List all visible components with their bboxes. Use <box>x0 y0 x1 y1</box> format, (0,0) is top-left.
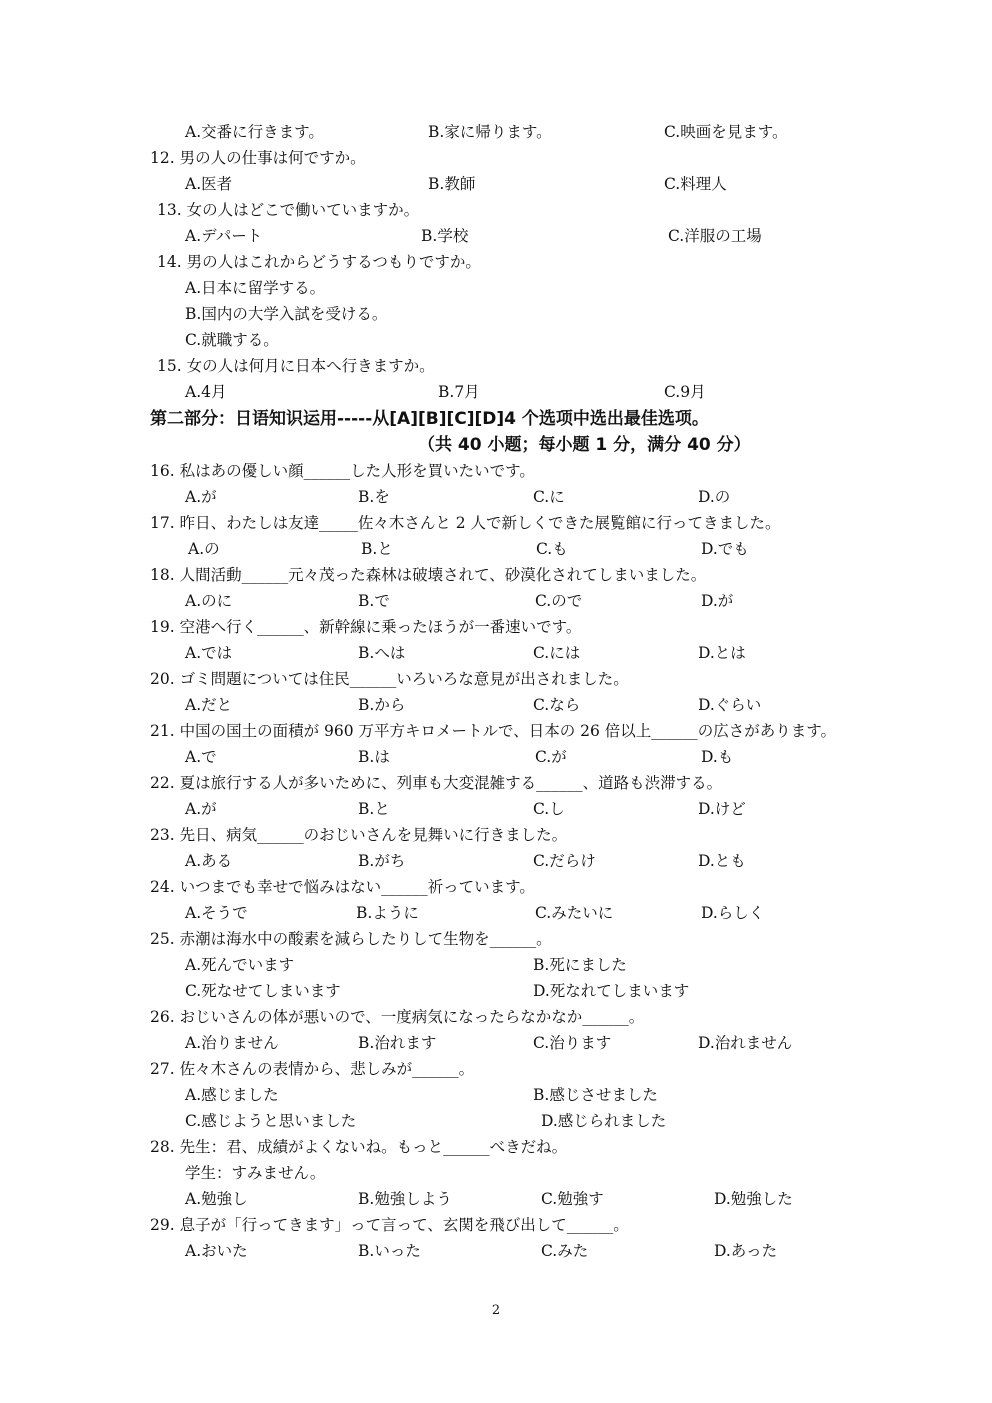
answer-option: C.死なせてしまいます <box>185 982 341 1000</box>
answer-option: A.死んでいます <box>185 956 295 974</box>
answer-option: B.と <box>361 540 393 558</box>
question-text: 19. 空港へ行く______、新幹線に乗ったほうが一番速いです。 <box>150 618 582 636</box>
answer-option: B.勉強しよう <box>358 1190 452 1208</box>
answer-option: A.医者 <box>185 175 233 193</box>
answer-option: B.教師 <box>428 175 476 193</box>
answer-option: D.ぐらい <box>698 696 762 714</box>
answer-option: C.なら <box>533 696 581 714</box>
question-text: 24. いつまでも幸せで悩みはない______祈っています。 <box>150 878 535 896</box>
answer-option: C.9月 <box>664 383 706 401</box>
answer-option: B.いった <box>358 1242 421 1260</box>
answer-option: A.勉強し <box>185 1190 248 1208</box>
question-text: 25. 赤潮は海水中の酸素を減らしたりして生物を______。 <box>150 930 552 948</box>
question-text: 21. 中国の国土の面積が 960 万平方キロメートルで、日本の 26 倍以上______の広さがあります。 <box>150 722 837 740</box>
answer-option: C.には <box>533 644 581 662</box>
answer-option: B.7月 <box>438 383 480 401</box>
answer-option: C.し <box>533 800 565 818</box>
answer-option: D.が <box>701 592 734 610</box>
answer-option: D.死なれてしまいます <box>533 982 690 1000</box>
answer-option: D.あった <box>714 1242 778 1260</box>
answer-option: C.だらけ <box>533 852 596 870</box>
answer-option: B.へは <box>358 644 406 662</box>
answer-option: B.は <box>358 748 390 766</box>
answer-option: D.でも <box>701 540 749 558</box>
answer-option: D.とも <box>698 852 746 870</box>
question-text: 学生：すみません。 <box>185 1164 326 1182</box>
answer-option: A.の <box>188 540 220 558</box>
answer-option: B.治れます <box>358 1034 437 1052</box>
answer-option: D.感じられました <box>541 1112 667 1130</box>
section-heading: 第二部分：日语知识运用-----从[A][B][C][D]4 个选项中选出最佳选项。 <box>150 409 709 429</box>
question-text: 26. おじいさんの体が悪いので、一度病気になったらなかなか______。 <box>150 1008 645 1026</box>
answer-option: D.の <box>698 488 731 506</box>
answer-option: D.とは <box>698 644 746 662</box>
answer-option: B.家に帰ります。 <box>428 123 552 141</box>
answer-option: B.を <box>358 488 390 506</box>
question-text: 18. 人間活動______元々茂った森林は破壊されて、砂漠化されてしまいました。 <box>150 566 707 584</box>
answer-option: B.感じさせました <box>533 1086 658 1104</box>
answer-option: A.そうで <box>185 904 248 922</box>
question-text: 12. 男の人の仕事は何ですか。 <box>150 149 366 167</box>
answer-option: A.おいた <box>185 1242 248 1260</box>
answer-option: B.死にました <box>533 956 627 974</box>
question-text: A.日本に留学する。 <box>185 279 326 297</box>
question-text: 17. 昨日、わたしは友達_____佐々木さんと 2 人で新しくできた展覧館に行ってきました。 <box>150 514 781 532</box>
answer-option: A.交番に行きます。 <box>185 123 324 141</box>
question-text: 16. 私はあの優しい顔______した人形を買いたいです。 <box>150 462 535 480</box>
answer-option: B.ように <box>356 904 419 922</box>
answer-option: C.映画を見ます。 <box>664 123 788 141</box>
question-text: B.国内の大学入試を受ける。 <box>185 305 388 323</box>
answer-option: A.ある <box>185 852 233 870</box>
answer-option: B.から <box>358 696 406 714</box>
answer-option: A.では <box>185 644 233 662</box>
answer-option: C.みた <box>541 1242 589 1260</box>
answer-option: A.が <box>185 800 217 818</box>
answer-option: B.学校 <box>421 227 469 245</box>
question-text: 29. 息子が「行ってきます」って言って、玄関を飛び出して______。 <box>150 1216 629 1234</box>
answer-option: D.勉強した <box>714 1190 793 1208</box>
page-number: 2 <box>491 1303 501 1318</box>
answer-option: D.けど <box>698 800 746 818</box>
question-text: 13. 女の人はどこで働いていますか。 <box>157 201 420 219</box>
question-text: 15. 女の人は何月に日本へ行きますか。 <box>157 357 435 375</box>
answer-option: A.デパート <box>185 227 263 245</box>
question-text: 20. ゴミ問題については住民______いろいろな意見が出されました。 <box>150 670 629 688</box>
answer-option: C.料理人 <box>664 175 727 193</box>
answer-option: C.感じようと思いました <box>185 1112 357 1130</box>
section-heading: （共 40 小题；每小题 1 分，满分 40 分） <box>418 435 751 455</box>
answer-option: C.ので <box>535 592 583 610</box>
answer-option: C.も <box>536 540 568 558</box>
answer-option: A.のに <box>185 592 233 610</box>
question-text: 22. 夏は旅行する人が多いために、列車も大変混雑する______、道路も渋滞する。 <box>150 774 723 792</box>
answer-option: A.感じました <box>185 1086 279 1104</box>
answer-option: B.がち <box>358 852 406 870</box>
answer-option: D.治れません <box>698 1034 793 1052</box>
answer-option: B.と <box>358 800 390 818</box>
answer-option: C.洋服の工場 <box>668 227 762 245</box>
answer-option: A.が <box>185 488 217 506</box>
answer-option: A.で <box>185 748 217 766</box>
answer-option: A.治りません <box>185 1034 279 1052</box>
question-text: C.就職する。 <box>185 331 279 349</box>
answer-option: C.みたいに <box>535 904 614 922</box>
answer-option: C.が <box>535 748 567 766</box>
answer-option: D.らしく <box>701 904 765 922</box>
answer-option: D.も <box>701 748 734 766</box>
answer-option: B.で <box>358 592 390 610</box>
question-text: 28. 先生：君、成績がよくないね。もっと______べきだね。 <box>150 1138 568 1156</box>
question-text: 23. 先日、病気______のおじいさんを見舞いに行きました。 <box>150 826 568 844</box>
question-text: 27. 佐々木さんの表情から、悲しみが______。 <box>150 1060 475 1078</box>
answer-option: A.だと <box>185 696 233 714</box>
answer-option: A.4月 <box>185 383 227 401</box>
answer-option: C.治ります <box>533 1034 612 1052</box>
question-text: 14. 男の人はこれからどうするつもりですか。 <box>157 253 481 271</box>
answer-option: C.勉強す <box>541 1190 604 1208</box>
answer-option: C.に <box>533 488 565 506</box>
